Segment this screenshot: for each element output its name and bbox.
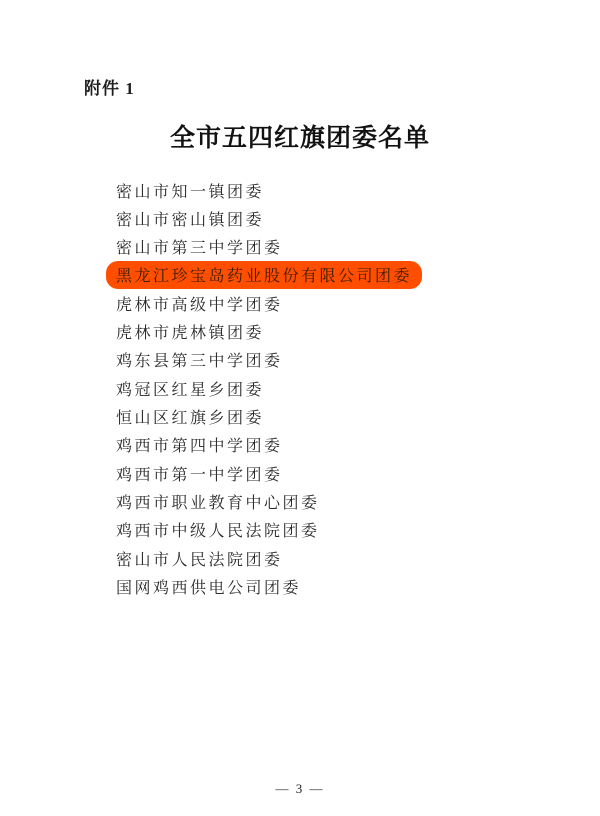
list-item-text: 虎林市高级中学团委 bbox=[116, 296, 283, 314]
page-number: — 3 — bbox=[275, 781, 325, 796]
list-item bbox=[116, 346, 422, 374]
committee-list bbox=[116, 176, 422, 600]
list-item bbox=[116, 204, 422, 232]
list-item-text: 黑龙江珍宝岛药业股份有限公司团委 bbox=[106, 261, 422, 289]
list-item bbox=[116, 459, 422, 487]
list-item-text: 密山市知一镇团委 bbox=[116, 183, 265, 201]
list-item-text: 密山市人民法院团委 bbox=[116, 551, 283, 569]
list-item-text: 密山市密山镇团委 bbox=[116, 211, 265, 229]
list-item bbox=[116, 176, 422, 204]
attachment-label: 附件 1 bbox=[84, 79, 135, 98]
list-item bbox=[116, 317, 422, 345]
list-item bbox=[116, 516, 422, 544]
list-item bbox=[116, 431, 422, 459]
list-item bbox=[116, 402, 422, 430]
list-item bbox=[116, 572, 422, 600]
list-item-text: 国网鸡西供电公司团委 bbox=[116, 579, 302, 597]
list-item-text: 鸡冠区红星乡团委 bbox=[116, 381, 265, 399]
list-item-text: 鸡西市第四中学团委 bbox=[116, 438, 283, 456]
page-title: 全市五四红旗团委名单 bbox=[169, 125, 430, 152]
list-item-text: 鸡东县第三中学团委 bbox=[116, 353, 283, 371]
list-item bbox=[116, 289, 422, 317]
list-item-text: 鸡西市职业教育中心团委 bbox=[116, 494, 320, 512]
list-item bbox=[116, 487, 422, 515]
list-item bbox=[116, 233, 422, 261]
list-item bbox=[116, 544, 422, 572]
list-item-text: 鸡西市中级人民法院团委 bbox=[116, 523, 320, 541]
list-item-text: 虎林市虎林镇团委 bbox=[116, 325, 265, 343]
list-item-text: 密山市第三中学团委 bbox=[116, 240, 283, 258]
list-item-text: 恒山区红旗乡团委 bbox=[116, 410, 265, 428]
list-item bbox=[116, 374, 422, 402]
list-item-text: 鸡西市第一中学团委 bbox=[116, 466, 283, 484]
list-item-highlighted bbox=[116, 261, 422, 289]
